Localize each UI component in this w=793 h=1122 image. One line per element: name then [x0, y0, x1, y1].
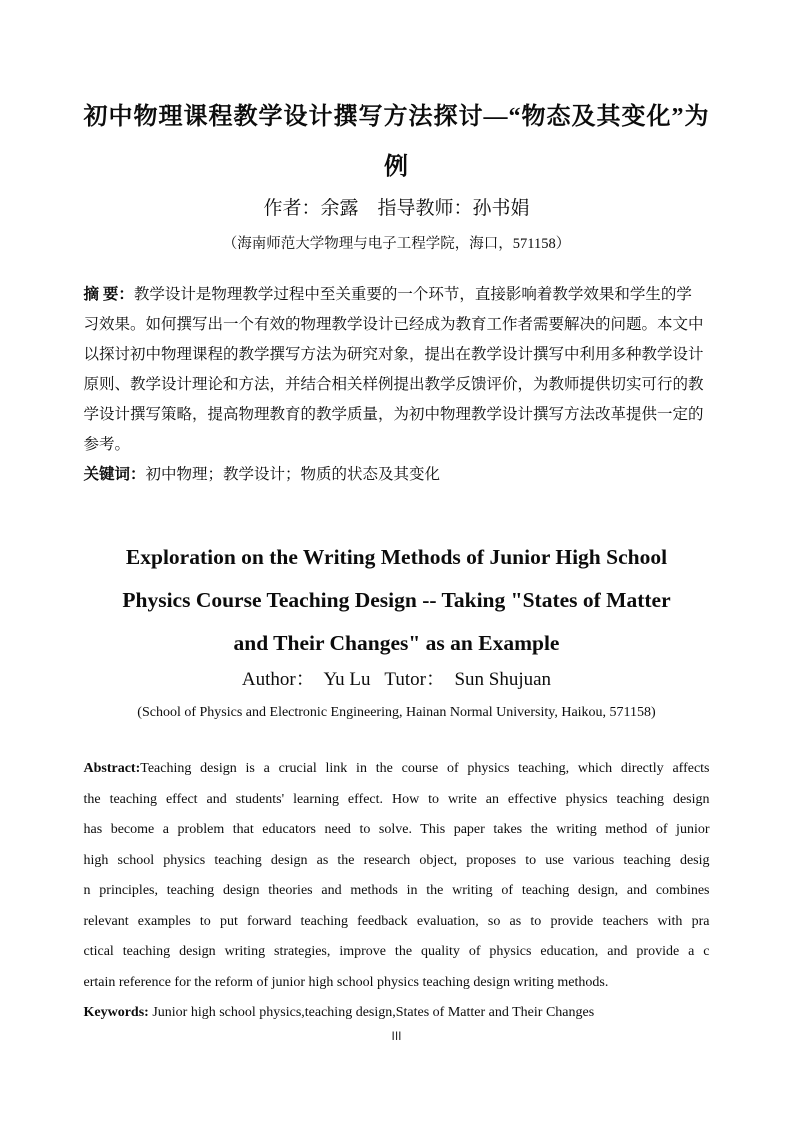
abstract-en-text-1: Teaching design is a crucial link in the course of physics teaching, which directly affects — [140, 761, 710, 776]
keywords-cn — [84, 460, 710, 490]
abstract-en-line-3: has become a problem that educators need to solve. This paper takes the writing method of junior — [83, 822, 710, 837]
abstract-en-line-2: the teaching effect and students' learning effect. How to write an effective physics teaching design — [83, 791, 710, 807]
abstract-en — [84, 754, 710, 1029]
title-en-line-3: and Their Changes" as an Example — [233, 631, 560, 655]
title-en-line-2: Physics Course Teaching Design -- Taking "States of Matter — [122, 588, 671, 612]
abstract-en-line-6: relevant examples to put forward teaching feedback evaluation, so as to provide teachers with pra — [83, 913, 710, 929]
author-line-en: Author： Yu Lu Tutor： Sun Shujuan — [241, 669, 552, 690]
abstract-cn-text-1: 教学设计是物理教学过程中至关重要的一个环节，直接影响着教学效果和学生的学 — [133, 286, 692, 303]
abstract-en-label: Abstract: — [83, 761, 141, 776]
abstract-en-line-7: ctical teaching design writing strategies, improve the quality of physics education, and provide a c — [83, 944, 710, 959]
author-line-cn: 作者：余露 指导教师：孙书娟 — [263, 198, 530, 219]
abstract-en-line-8: ertain reference for the reform of junior high school physics teaching design writing methods. — [83, 974, 609, 990]
title-en-line-1: Exploration on the Writing Methods of Junior High School — [125, 545, 668, 569]
title-cn — [84, 92, 710, 192]
abstract-en-line-5: n principles, teaching design theories and methods in the writing of teaching design, and combines — [83, 883, 710, 898]
affiliation-en: (School of Physics and Electronic Engineering, Hainan Normal University, Haikou, 571158) — [137, 705, 656, 720]
page-number: III — [391, 1028, 402, 1043]
abstract-cn-line-4: 原则、教学设计理论和方法，并结合相关样例提出教学反馈评价，为教师提供切实可行的教 — [83, 376, 704, 393]
abstract-cn-line-3: 以探讨初中物理课程的教学撰写方法为研究对象，提出在教学设计撰写中利用多种教学设计 — [83, 346, 704, 363]
keywords-en-text: Junior high school physics,teaching design,States of Matter and Their Changes — [148, 1005, 595, 1020]
abstract-cn-line-2: 习效果。如何撰写出一个有效的物理教学设计已经成为教育工作者需要解决的问题。本文中 — [83, 316, 704, 333]
abstract-en-line-4: high school physics teaching design as the research object, proposes to use various teaching desig — [83, 852, 710, 868]
title-cn-line-2: 例 — [384, 154, 409, 180]
document-page — [84, 0, 710, 1043]
affiliation-cn: （海南师范大学物理与电子工程学院，海口，571158） — [222, 236, 571, 252]
keywords-en — [84, 998, 710, 1029]
abstract-cn-label: 摘 要： — [83, 286, 134, 303]
keywords-cn-text: 初中物理；教学设计；物质的状态及其变化 — [145, 466, 441, 483]
title-en — [84, 536, 710, 665]
keywords-en-label: Keywords: — [83, 1005, 149, 1020]
abstract-en-line-1 — [84, 754, 710, 785]
abstract-cn-line-5: 学设计撰写策略，提高物理教育的教学质量，为初中物理教学设计撰写方法改革提供一定的 — [83, 406, 704, 423]
abstract-cn — [84, 280, 710, 490]
keywords-cn-label: 关键词： — [83, 466, 146, 483]
abstract-cn-line-1 — [84, 280, 710, 310]
abstract-cn-line-6: 参考。 — [83, 436, 131, 453]
title-cn-line-1: 初中物理课程教学设计撰写方法探讨—“物态及其变化”为 — [83, 104, 710, 130]
